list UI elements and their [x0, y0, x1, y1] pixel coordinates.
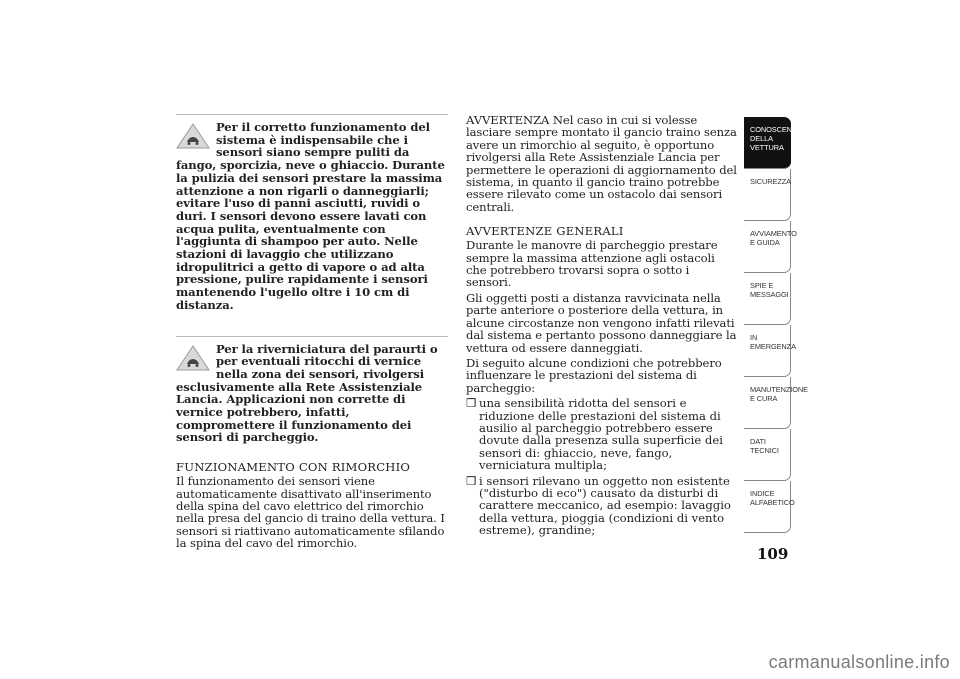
tab-in-emergenza[interactable]: IN EMERGENZA — [744, 325, 791, 377]
paragraph: Il funzionamento dei sensori viene automaticamente disattivato all'inserimento della spina del cavo elettrico del rimorchio nella presa del gancio di traino della vettura. I sensori si riattivano automaticamente sfilando la spina del cavo del rimorchio. — [176, 474, 445, 551]
checkbox-bullet-icon: ❒ — [466, 473, 477, 488]
tab-spie-e-messaggi[interactable]: SPIE E MESSAGGI — [744, 273, 791, 325]
checkbox-bullet-icon: ❒ — [466, 396, 477, 411]
section-heading: AVVERTENZE GENERALI — [466, 224, 624, 239]
warning-triangle-icon — [176, 123, 214, 151]
divider — [176, 336, 448, 337]
list-item-text: i sensori rilevano un oggetto non esistente ("disturbo di eco") causato da disturbi di carattere meccanico, ad esempio: lavaggio della vettura, pioggia (condizioni di vento estreme), grandine; — [479, 473, 731, 538]
left-column — [176, 114, 448, 553]
tab-sicurezza[interactable]: SICUREZZA — [744, 169, 791, 221]
tab-avviamento-e-guida[interactable]: AVVIAMENTO E GUIDA — [744, 221, 791, 273]
chapter-sidebar — [744, 117, 808, 533]
warning-block — [176, 121, 448, 312]
paragraph: Gli oggetti posti a distanza ravvicinata nella parte anteriore o posteriore della vettura, in alcune circostanze non vengono infatti rilevati dal sistema e pertanto possono danneggiare la vettura od essere danneggiati. — [466, 290, 737, 355]
paragraph: AVVERTENZA Nel caso in cui si volesse lasciare sempre montato il gancio traino senza avere un rimorchio al seguito, è opportuno rivolgersi alla Rete Assistenziale Lancia per permettere le operazioni di aggiornamento del sistema, in quanto il gancio traino potrebbe essere rilevato come un ostacolo dai sensori centrali. — [466, 113, 737, 214]
warning-text: Per la riverniciatura del paraurti o per eventuali ritocchi di vernice nella zona dei sensori, rivolgersi esclusivamente alla Rete Assistenziale Lancia. Applicazioni non corrette di vernice potrebbero, infatti, compromettere il funzionamento dei sensori di parcheggio. — [176, 341, 438, 445]
paragraph: Durante le manovre di parcheggio prestare sempre la massima attenzione agli ostacoli che potrebbero trovarsi sopra o sotto i sensori. — [466, 238, 718, 290]
warning-text: Per il corretto funzionamento del sistema è indispensabile che i sensori siano sempre puliti da fango, sporcizia, neve o ghiaccio. Durante la pulizia dei sensori prestare la massima attenzione a non rigarli o danneggiarli; evitare l'uso di panni asciutti, ruvidi o duri. I sensori devono essere lavati con acqua pulita, eventualmente con l'aggiunta di shampoo per auto. Nelle stazioni di lavaggio che utilizzano idropulitrici a getto di vapore o ad alta pressione, pulire rapidamente i sensori mantenendo l'ugello oltre i 10 cm di distanza. — [176, 120, 445, 312]
tab-conoscenza-della-vettura[interactable]: CONOSCENZA DELLA VETTURA — [744, 117, 791, 169]
page-number: 109 — [757, 545, 789, 563]
divider — [176, 114, 448, 115]
section-heading: FUNZIONAMENTO CON RIMORCHIO — [176, 460, 411, 475]
tab-manutenzione-e-cura[interactable]: MANUTENZIONE E CURA — [744, 377, 791, 429]
list-item-text: una sensibilità ridotta del sensori e riduzione delle prestazioni del sistema di ausilio al parcheggio potrebbero essere dovute dalla presenza sulla superficie dei sensori di: ghiaccio, neve, fango, verniciatura multipla; — [479, 396, 723, 473]
warning-triangle-icon — [176, 345, 214, 373]
warning-block — [176, 343, 448, 445]
right-column — [466, 114, 738, 540]
tab-dati-tecnici[interactable]: DATI TECNICI — [744, 429, 791, 481]
paragraph: Di seguito alcune condizioni che potrebbero influenzare le prestazioni del sistema di parcheggio: — [466, 355, 722, 395]
list-item — [466, 397, 738, 471]
list-item — [466, 475, 738, 537]
footer-watermark: carmanualsonline.info — [768, 652, 950, 672]
tab-indice-alfabetico[interactable]: INDICE ALFABETICO — [744, 481, 791, 533]
